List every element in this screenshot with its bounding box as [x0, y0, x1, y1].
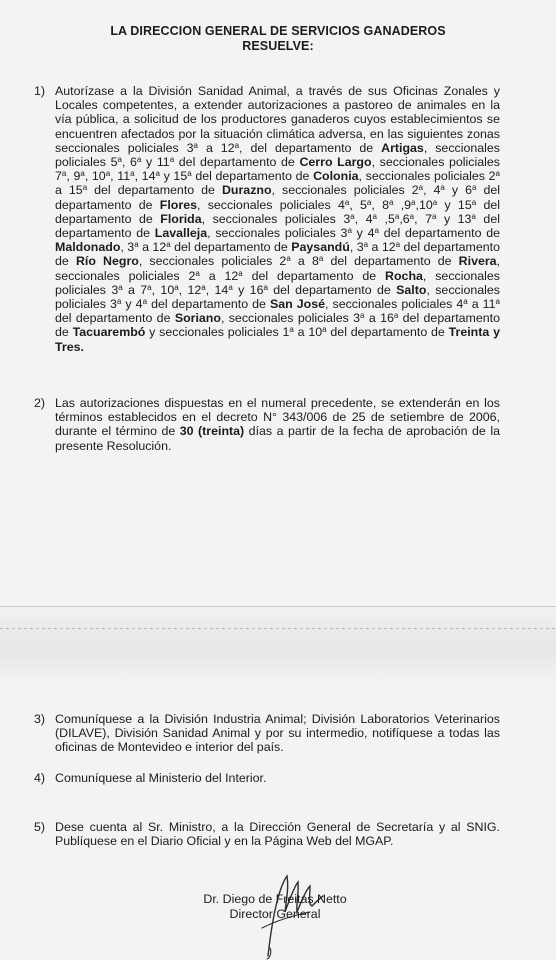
department-name: Soriano: [174, 311, 221, 326]
text-run: a 8: [290, 254, 319, 269]
ordinal-mark: a: [289, 325, 294, 335]
ordinal-mark: a: [440, 183, 445, 193]
item-text: [55, 771, 500, 785]
text-run: , 8: [371, 197, 389, 212]
text-run: , 9: [66, 169, 81, 184]
ordinal-mark: a: [344, 197, 350, 207]
text-run: del departamento de: [147, 297, 270, 312]
ordinal-mark: a: [166, 240, 171, 250]
text-run: Autorízase a la División Sanidad Animal, a través de sus Oficinas Zonales y Locales competentes, a extender autorizaciones a pastoreo de animales en la vía pública, a solicitud de los productores ganaderos cuyos establecimientos se encuentren afectados por la situación climática adversa, en las siguientes zonas seccionales policiales 3: [55, 84, 500, 155]
department-name: Treinta y Tres.: [55, 325, 500, 354]
text-run: , del departamento de: [239, 140, 382, 155]
text-run: , seccionales policiales 4: [196, 197, 345, 212]
text-run: y 16: [232, 282, 264, 297]
text-run: del departamento de: [87, 183, 222, 198]
text-run: del departamento de: [170, 240, 292, 255]
ordinal-mark: a: [118, 282, 123, 292]
department-name: Maldonado: [55, 240, 121, 255]
text-run: y 11: [141, 155, 170, 170]
text-run: , 14: [134, 169, 156, 184]
resolution-item-3: [34, 712, 500, 755]
ordinal-mark: a: [147, 282, 152, 292]
ordinal-mark: a: [228, 282, 233, 292]
text-run: a 12: [199, 268, 239, 283]
ordinal-mark: a: [105, 169, 111, 179]
department-name: Lavalleja: [154, 226, 208, 241]
ordinal-mark: a: [174, 282, 179, 292]
ordinal-mark: a: [195, 268, 200, 278]
text-run: ,10: [415, 197, 433, 212]
text-run: a 12: [138, 240, 167, 255]
department-name: Rocha: [385, 268, 423, 283]
department-name: San José: [270, 297, 326, 312]
text-run: , seccionales policiales 3: [55, 268, 500, 297]
text-run: , seccionales policiales 3: [220, 311, 361, 326]
ordinal-mark: a: [366, 197, 372, 207]
text-run: , 12: [178, 282, 202, 297]
item-text: [55, 396, 500, 453]
ordinal-mark: a: [238, 268, 243, 278]
text-run: , seccionales policiales 3: [55, 282, 500, 312]
fold-line: [0, 606, 556, 607]
text-run: Las autorizaciones dispuestas en el numeral precedente, se extenderán en los términos establecidos en el decreto N° 343/006 de 25 de setiembre de 2006, durante el término de: [55, 396, 500, 439]
resolution-header: [0, 24, 556, 54]
ordinal-mark: a: [393, 311, 399, 321]
text-run: , seccionales policiales 5: [55, 140, 500, 170]
ordinal-mark: a: [169, 155, 175, 165]
text-run: del departamento de: [323, 254, 459, 269]
text-run: , 5: [349, 197, 367, 212]
ordinal-mark: a: [187, 169, 192, 179]
ordinal-mark: a: [431, 211, 437, 221]
ordinal-mark: a: [388, 197, 394, 207]
ordinal-mark: a: [347, 226, 352, 236]
text-run: y seccionales policiales 1: [145, 325, 290, 340]
text-run: a 15: [55, 183, 83, 198]
text-run: del departamento de: [55, 240, 500, 269]
text-run: y 6: [444, 183, 472, 198]
ordinal-mark: a: [155, 169, 160, 179]
ordinal-mark: a: [234, 140, 240, 150]
text-run: a 12: [368, 240, 396, 255]
text-run: , 11: [110, 169, 131, 184]
ordinal-mark: a: [411, 197, 416, 207]
text-run: y 15: [159, 169, 188, 184]
scan-fold-shadow: [0, 604, 556, 684]
text-run: , seccionales policiales 2: [55, 254, 501, 283]
text-run: a 16: [364, 311, 394, 326]
resolves-heading: RESUELVE:: [242, 39, 314, 53]
department-name: Rivera: [458, 254, 497, 269]
ordinal-mark: a: [495, 169, 500, 179]
text-run: ,9: [393, 197, 412, 212]
department-name: Artigas: [381, 140, 424, 155]
department-name: Durazno: [221, 183, 272, 198]
resolution-item-2: [34, 396, 500, 453]
ordinal-mark: a: [116, 297, 122, 307]
text-run: Comuníquese a la División Industria Animal; División Laboratorios Veterinarios (DILAVE), División Sanidad Animal y por su intermedio, notifíquese a todas las oficinas de Montevideo e interior del país.: [55, 712, 500, 755]
text-run: y 4: [121, 297, 143, 312]
text-run: del departamento de: [55, 311, 500, 340]
department-name: Salto: [396, 282, 427, 297]
text-run: Comuníquese al Ministerio del Interior.: [55, 771, 267, 785]
text-run: del departamento de: [55, 197, 500, 226]
text-run: a 7: [122, 282, 148, 297]
text-run: a 10: [293, 325, 323, 340]
ordinal-mark: a: [286, 254, 291, 264]
ordinal-mark: a: [374, 226, 379, 236]
ordinal-mark: a: [136, 155, 142, 165]
department-name: Tacuarembó: [72, 325, 146, 340]
ordinal-mark: a: [322, 325, 327, 335]
department-name: Río Negro: [75, 254, 139, 269]
ordinal-mark: a: [372, 211, 377, 221]
ordinal-mark: a: [350, 211, 355, 221]
resolution-item-1: [34, 84, 500, 354]
text-run: , 10: [151, 282, 175, 297]
ordinal-mark: a: [130, 169, 135, 179]
text-run: , 3: [349, 240, 364, 255]
ordinal-mark: a: [318, 254, 324, 264]
text-run: , seccionales policiales 2: [358, 169, 496, 184]
text-run: , 6: [121, 155, 137, 170]
ordinal-mark: a: [82, 183, 88, 193]
text-run: del departamento de: [55, 183, 500, 212]
ordinal-mark: a: [395, 240, 401, 250]
text-run: , seccionales policiales 2: [271, 183, 419, 198]
text-run: , 14: [205, 282, 229, 297]
text-run: del departamento de: [378, 226, 500, 241]
text-run: , 4: [354, 211, 373, 226]
text-run: ,6: [399, 211, 410, 226]
text-run: del departamento de: [191, 169, 314, 184]
department-name: 30 (treinta): [179, 424, 245, 439]
ordinal-mark: a: [80, 169, 85, 179]
item-text: [55, 820, 500, 848]
item-number: 1): [34, 84, 46, 98]
text-run: del departamento de: [55, 211, 500, 241]
text-run: y 15: [437, 197, 472, 212]
department-name: Flores: [159, 197, 197, 212]
department-name: Cerro Largo: [299, 155, 372, 170]
text-run: , 10: [84, 169, 106, 184]
ordinal-mark: a: [360, 311, 365, 321]
text-run: Dese cuenta al Sr. Ministro, a la Dirección General de Secretaría y al SNIG. Publíquese en el Diario Oficial y en la Página Web del MGAP.: [55, 820, 500, 849]
text-run: , 7: [414, 211, 432, 226]
text-run: del departamento de: [242, 268, 386, 283]
item-number: 2): [34, 396, 46, 410]
ordinal-mark: a: [142, 297, 148, 307]
ordinal-mark: a: [432, 197, 438, 207]
ordinal-mark: a: [201, 282, 206, 292]
item-number: 5): [34, 820, 46, 834]
ordinal-mark: a: [61, 169, 67, 179]
text-run: , seccionales policiales 3: [207, 226, 348, 241]
item-text: [55, 712, 500, 755]
ordinal-mark: a: [117, 155, 122, 165]
text-run: a 11: [467, 297, 496, 312]
resolution-item-5: [34, 820, 500, 848]
text-run: del departamento de: [326, 325, 449, 340]
text-run: , seccionales policiales 2: [138, 254, 287, 269]
signatory-title: Director General: [229, 906, 321, 921]
ordinal-mark: a: [263, 282, 268, 292]
text-run: , 3: [120, 240, 135, 255]
resolution-item-4: [34, 771, 500, 785]
text-run: del departamento de: [174, 155, 300, 170]
text-run: , 4: [423, 183, 441, 198]
ordinal-mark: a: [193, 140, 198, 150]
text-run: ,5: [377, 211, 395, 226]
ordinal-mark: a: [394, 211, 400, 221]
text-run: del departamento de: [267, 282, 397, 297]
department-name: Colonia: [313, 169, 359, 184]
text-run: , seccionales policiales 7: [55, 155, 500, 184]
ordinal-mark: a: [363, 240, 369, 250]
signatory-name: Dr. Diego de Freitas Netto: [203, 892, 347, 906]
item-number: 3): [34, 712, 46, 726]
ordinal-mark: a: [418, 183, 424, 193]
fold-line-dashed: [0, 628, 556, 629]
signature-block: [180, 892, 370, 921]
issuing-authority: LA DIRECCION GENERAL DE SERVICIOS GANADEROS: [110, 24, 446, 38]
text-run: del departamento de: [55, 311, 175, 326]
ordinal-mark: a: [409, 211, 415, 221]
ordinal-mark: a: [471, 197, 477, 207]
text-run: días a partir de la fecha de aprobación de la presente Resolución.: [55, 424, 500, 453]
item-number: 4): [34, 771, 46, 785]
text-run: y 4: [351, 226, 375, 241]
text-run: y 13: [436, 211, 472, 226]
text-run: , seccionales policiales 3: [201, 211, 351, 226]
ordinal-mark: a: [471, 211, 476, 221]
ordinal-mark: a: [134, 240, 139, 250]
department-name: Paysandú: [291, 240, 350, 255]
item-text: [55, 84, 500, 354]
text-run: a 12: [197, 140, 235, 155]
ordinal-mark: a: [495, 297, 500, 307]
ordinal-mark: a: [463, 297, 468, 307]
text-run: , seccionales policiales 4: [325, 297, 464, 312]
ordinal-mark: a: [471, 183, 477, 193]
department-name: Florida: [160, 211, 202, 226]
